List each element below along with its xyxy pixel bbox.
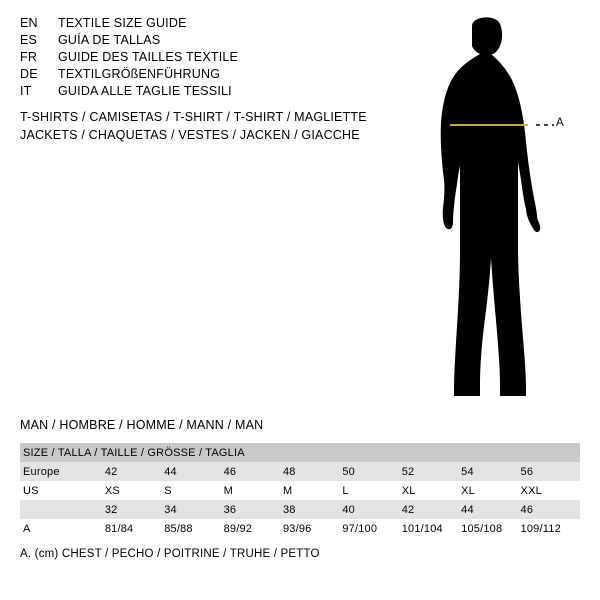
cell: 89/92 — [223, 522, 253, 535]
cell: 34 — [164, 503, 177, 516]
language-code: EN — [20, 16, 38, 30]
table-row — [20, 500, 580, 519]
language-code: FR — [20, 50, 38, 64]
cell: 105/108 — [461, 522, 503, 535]
cell: M — [282, 484, 293, 497]
cell: 101/104 — [401, 522, 443, 535]
cell: XL — [461, 484, 475, 497]
language-text: GUIDE DES TAILLES TEXTILE — [58, 50, 239, 64]
cell: 50 — [342, 465, 355, 478]
table-header-row — [20, 443, 580, 462]
cell: S — [164, 484, 172, 497]
category-line-jackets: JACKETS / CHAQUETAS / VESTES / JACKEN / GIACCHE — [20, 128, 360, 142]
cell: 81/84 — [104, 522, 134, 535]
cell: 42 — [104, 465, 118, 478]
cell: XL — [401, 484, 416, 497]
language-text: GUIDA ALLE TAGLIE TESSILI — [58, 84, 232, 98]
cell: 46 — [520, 503, 534, 516]
cell: 109/112 — [520, 522, 561, 535]
cell: 85/88 — [164, 522, 193, 535]
cell: 97/100 — [342, 522, 378, 535]
body-figure — [410, 12, 590, 402]
category-list — [20, 110, 440, 146]
cell: 40 — [342, 503, 355, 516]
cell: XXL — [520, 484, 542, 497]
footnote: A. (cm) CHEST / PECHO / POITRINE / TRUHE / PETTO — [20, 548, 320, 560]
row-label: A — [23, 522, 31, 535]
callout-label-a: A — [556, 117, 565, 129]
table-header-label: SIZE / TALLA / TAILLE / GRÖSSE / TAGLIA — [23, 446, 245, 459]
cell: L — [342, 484, 349, 497]
cell: 46 — [223, 465, 237, 478]
cell: 56 — [520, 465, 534, 478]
language-row — [20, 16, 390, 33]
category-line-tshirts: T-SHIRTS / CAMISETAS / T-SHIRT / T-SHIRT / MAGLIETTE — [20, 110, 367, 124]
language-row — [20, 67, 390, 84]
cell: 38 — [282, 503, 296, 516]
language-list — [20, 16, 390, 101]
cell: 42 — [401, 503, 415, 516]
cell: 52 — [401, 465, 415, 478]
cell: 54 — [461, 465, 474, 478]
language-text: TEXTILE SIZE GUIDE — [58, 16, 187, 30]
cell: 44 — [164, 465, 177, 478]
cell: 93/96 — [282, 522, 312, 535]
row-label: Europe — [23, 465, 60, 478]
language-row — [20, 50, 390, 67]
language-row — [20, 33, 390, 50]
row-label: US — [23, 484, 39, 497]
size-table — [20, 443, 580, 538]
cell: 36 — [223, 503, 237, 516]
row-label — [20, 500, 105, 519]
language-text: GUÍA DE TALLAS — [58, 33, 161, 47]
language-code: ES — [20, 33, 38, 47]
table-row — [20, 519, 580, 538]
table-title: MAN / HOMBRE / HOMME / MANN / MAN — [20, 418, 264, 432]
language-code: DE — [20, 67, 38, 81]
language-text: TEXTILGRÖßENFÜHRUNG — [58, 67, 221, 81]
cell: XS — [104, 484, 120, 497]
cell: M — [223, 484, 233, 497]
table-row — [20, 481, 580, 500]
male-silhouette-icon — [410, 12, 590, 402]
cell: 32 — [104, 503, 118, 516]
table-row — [20, 462, 580, 481]
cell: 44 — [461, 503, 474, 516]
language-code: IT — [20, 84, 32, 98]
cell: 48 — [282, 465, 296, 478]
language-row — [20, 84, 390, 101]
